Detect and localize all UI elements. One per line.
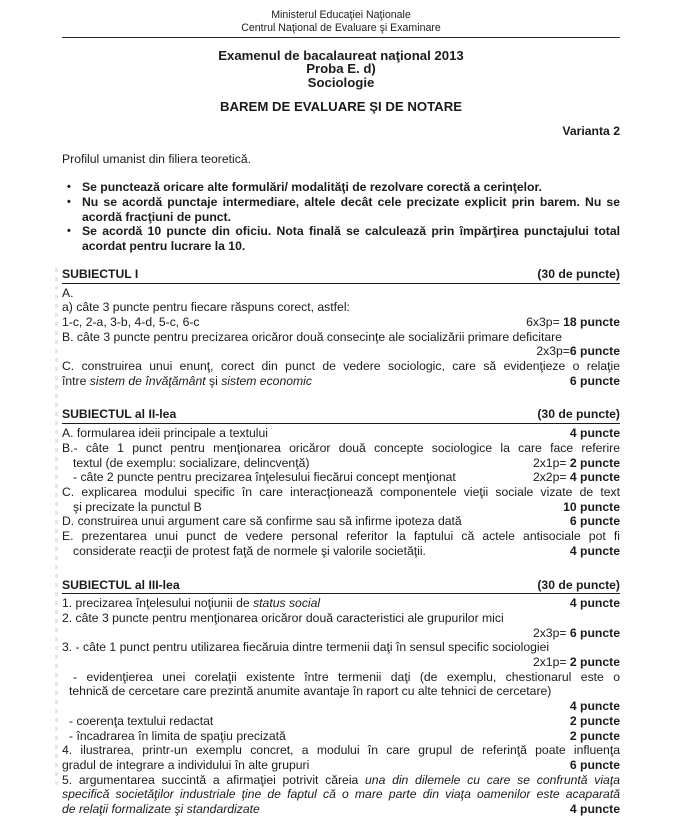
section-1-points: (30 de puncte)	[537, 266, 620, 281]
section-subiectul-1	[62, 267, 620, 389]
item-c-line1: C. explicarea modului specific în care interacţionează componentele vieţii sociale vizate de text	[62, 484, 620, 499]
ministry-line1: Ministerul Educaţiei Naţionale	[271, 9, 411, 21]
rule-item: • Se acordă 10 puncte din oficiu. Nota finală se calculează prin împărţirea punctajului total acordat pentru lucrare la 10.	[62, 224, 620, 253]
bullet-icon: •	[67, 225, 71, 238]
exam-subject: Sociologie	[307, 74, 375, 90]
section-2-points: (30 de puncte)	[537, 407, 620, 422]
item-b2-row: - câte 2 puncte pentru precizarea înţelesului fiecărui concept menţionat 2x2p= 4 puncte	[73, 470, 620, 485]
barem-title: BAREM DE EVALUARE ŞI DE NOTARE	[219, 99, 463, 115]
ministry-header	[62, 9, 620, 34]
item-c-line2-row: între sistem de învăţământ şi sistem economic 6 puncte	[62, 373, 620, 388]
section-1-header	[62, 267, 620, 284]
section-subiectul-2	[62, 407, 620, 558]
item-3-points-row: 2x1p= 2 puncte	[532, 655, 620, 670]
item-a-intro: a) câte 3 puncte pentru fiecare răspuns corect, astfel:	[62, 300, 350, 315]
item-3c-row: - coerenţa textului redactat 2 puncte	[69, 713, 620, 728]
variant-label: Varianta 2	[562, 123, 620, 138]
item-2-text: 2. câte 3 puncte pentru menţionarea oricăror două caracteristici ale grupurilor mici	[62, 610, 504, 625]
section-3-header	[62, 578, 620, 595]
item-5-line2: specifică societăţilor industriale ţine de faptul că o mare parte din viaţa oamenilor este acaparată	[62, 787, 620, 802]
rule-item: • Nu se acordă punctaje intermediare, altele decât cele precizate explicit prin barem. Nu se acordă fracţiuni de punct.	[62, 195, 620, 224]
item-4-line1: 4. ilustrarea, printr-un exemplu concret, a modului în care grupul de referinţă poate influenţa	[62, 743, 620, 758]
item-3b-points-row: 4 puncte	[569, 699, 620, 714]
profile-note: Profilul umanist din filiera teoretică.	[62, 151, 251, 166]
item-b-points-row: 2x3p=6 puncte	[536, 344, 620, 359]
item-d-row: D. construirea unui argument care să confirme sau să infirme ipoteza dată 6 puncte	[62, 514, 620, 529]
item-a-label: A.	[62, 285, 74, 300]
item-b-text: B. câte 3 puncte pentru precizarea oricăror două consecinţe ale socializării primare deficitare	[62, 329, 562, 344]
item-b-line1: B.- câte 1 punct pentru menţionarea oricăror două concepte sociologice la care face referire	[62, 440, 620, 455]
section-1-title: SUBIECTUL I	[62, 266, 139, 281]
exam-title-block	[62, 49, 620, 89]
header-divider	[62, 37, 620, 38]
item-2-points-row: 2x3p= 6 puncte	[532, 625, 620, 640]
general-rules	[62, 180, 620, 254]
item-3b-line1: - evidenţierea unei corelaţii existente între termenii daţi (de exemplu, chestionarul este o	[73, 669, 620, 684]
item-3-text: 3. - câte 1 punct pentru utilizarea fiecăruia dintre termenii daţi în sensul specific sociologiei	[62, 640, 550, 655]
item-c-line2-row: şi precizate la punctul B 10 puncte	[73, 499, 620, 514]
answer-key-row: 1-c, 2-a, 3-b, 4-d, 5-c, 6-c 6x3p= 18 puncte	[62, 314, 620, 329]
item-e-line2-row: considerate reacţii de protest faţă de normele şi valorile societăţii. 4 puncte	[73, 543, 620, 558]
section-3-points: (30 de puncte)	[537, 577, 620, 592]
item-5-line1: 5. argumentarea succintă a afirmaţiei potrivit căreia una din dilemele cu care se confruntă viaţa	[62, 772, 620, 787]
item-3d-row: - încadrarea în limita de spaţiu precizată 2 puncte	[69, 728, 620, 743]
item-c-line1: C. construirea unui enunţ, corect din punct de vedere sociologic, care să evidenţieze o relaţie	[62, 359, 620, 374]
bullet-icon: •	[67, 181, 71, 194]
item-1-row: 1. precizarea înţelesului noţiunii de status social 4 puncte	[62, 596, 620, 611]
section-2-header	[62, 407, 620, 424]
section-subiectul-3	[62, 578, 620, 817]
item-5-line3-row: de relaţii formalizate şi standardizate 4 puncte	[62, 802, 620, 817]
rule-item: • Se punctează oricare alte formulări/ modalităţi de rezolvare corectă a cerinţelor.	[62, 180, 620, 195]
item-e-line1: E. prezentarea unui punct de vedere personal referitor la faptului că actele antisociale pot fi	[62, 529, 620, 544]
exam-title: Examenul de bacalaureat naţional 2013	[218, 48, 464, 63]
item-3b-line2: tehnică de cercetare care prezintă anumite avantaje în raport cu alte tehnici de cercetare)	[69, 684, 552, 699]
section-3-title: SUBIECTUL al III-lea	[62, 577, 180, 592]
ministry-line2: Centrul Naţional de Evaluare şi Examinare	[241, 21, 441, 34]
bullet-icon: •	[67, 196, 71, 209]
exam-proba: Proba E. d)	[306, 61, 376, 77]
item-b-line2-row: textul (de exemplu: socializare, delincvenţă) 2x1p= 2 puncte	[73, 455, 620, 470]
item-a-row: A. formularea ideii principale a textului 4 puncte	[62, 426, 620, 441]
item-4-line2-row: gradul de integrare a individului în alte grupuri 6 puncte	[62, 757, 620, 772]
section-2-title: SUBIECTUL al II-lea	[62, 407, 177, 422]
